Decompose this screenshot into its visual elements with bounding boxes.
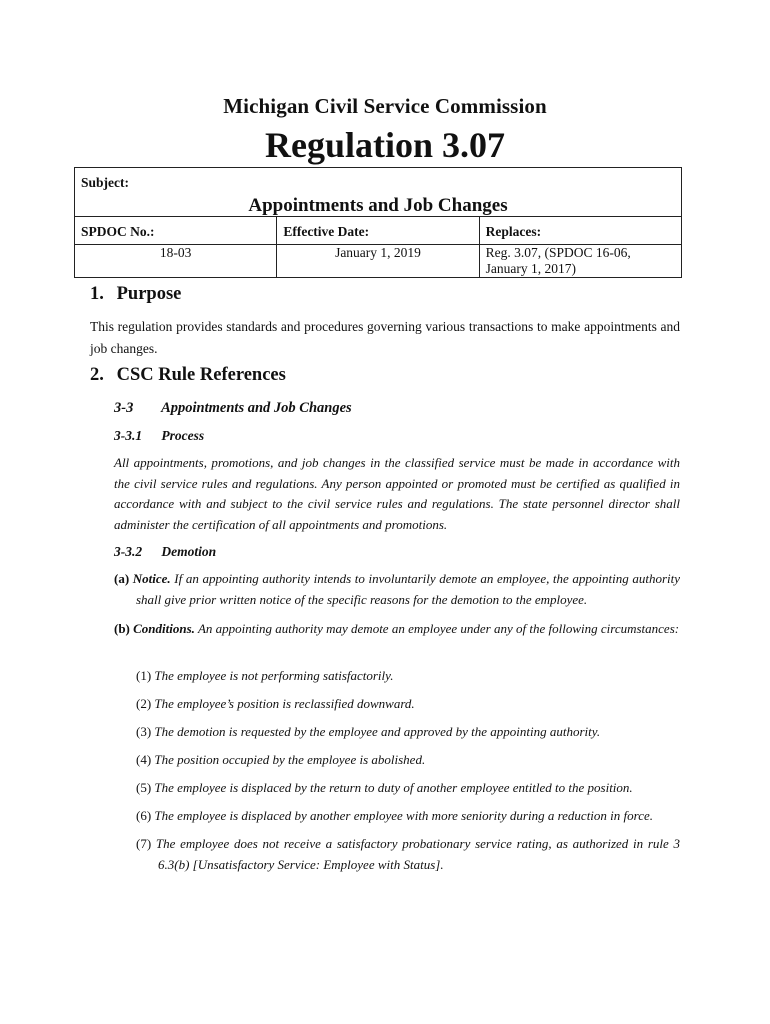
effective-date-value: January 1, 2019: [277, 245, 479, 278]
rule-title: Demotion: [161, 544, 217, 559]
spdoc-value: 18-03: [75, 245, 277, 278]
item-text: The demotion is requested by the employee and approved by the appointing authority.: [154, 724, 601, 739]
item-number: (7): [136, 836, 152, 851]
regulation-title: Regulation 3.07: [264, 125, 505, 165]
demotion-conditions-paragraph: [114, 619, 680, 640]
item-text: The employee’s position is reclassified downward.: [154, 696, 415, 711]
subject-label: Subject:: [81, 175, 129, 190]
section-title: Purpose: [116, 284, 182, 304]
demotion-notice-paragraph: [114, 569, 680, 610]
rule-number: 3-3: [114, 400, 134, 416]
rule-title: Appointments and Job Changes: [161, 400, 352, 416]
subject-title: Appointments and Job Changes: [248, 195, 508, 216]
section-purpose-heading: [90, 284, 181, 305]
condition-item: [136, 722, 680, 743]
rule-3-3-heading: [114, 400, 352, 417]
item-title: Notice.: [132, 571, 171, 586]
item-label: (b): [114, 621, 130, 636]
section-number: 2.: [90, 365, 104, 385]
process-text: All appointments, promotions, and job changes in the classified service must be made in accordance with the civil service rules and regulations. Any person appointed or promoted must be certified as qualified in accordance with and subject to the civil service rules and regulations. The state personnel director shall administer the certification of all appointments and promotions.: [114, 455, 680, 532]
rule-demotion-heading: [114, 544, 216, 560]
condition-item: [136, 806, 680, 827]
spdoc-label: SPDOC No.:: [75, 217, 277, 245]
replaces-label: Replaces:: [479, 217, 681, 245]
item-number: (3): [136, 724, 152, 739]
item-title: Conditions.: [133, 621, 195, 636]
item-text: The employee is displaced by another employee with more seniority during a reduction in force.: [154, 808, 654, 823]
rule-process-heading: [114, 428, 204, 444]
subject-cell: [75, 168, 682, 217]
rule-title: Process: [161, 428, 205, 443]
purpose-text: This regulation provides standards and procedures governing various transactions to make appointments and job changes.: [90, 319, 680, 356]
section-number: 1.: [90, 284, 104, 304]
condition-item: [136, 750, 680, 771]
item-number: (2): [136, 696, 152, 711]
section-references-heading: [90, 365, 286, 386]
item-number: (4): [136, 752, 152, 767]
replaces-value: Reg. 3.07, (SPDOC 16-06, January 1, 2017): [479, 245, 681, 278]
item-text: An appointing authority may demote an employee under any of the following circumstances:: [197, 621, 680, 636]
condition-item: [136, 666, 680, 687]
effective-date-label: Effective Date:: [277, 217, 479, 245]
item-text: The employee is not performing satisfactorily.: [154, 668, 394, 683]
item-text: The position occupied by the employee is abolished.: [154, 752, 426, 767]
item-text: The employee does not receive a satisfactory probationary service rating, as authorized in rule 3 6.3(b) [Unsatisfactory Service: Employee with Status].: [155, 836, 681, 872]
item-text: If an appointing authority intends to involuntarily demote an employee, the appointing authority shall give prior written notice of the specific reasons for the demotion to the employee.: [136, 571, 681, 607]
commission-name: Michigan Civil Service Commission: [223, 94, 547, 118]
item-number: (5): [136, 780, 152, 795]
regulation-info-table: [74, 167, 682, 278]
condition-item: [136, 694, 680, 715]
rule-number: 3-3.1: [114, 428, 143, 443]
item-text: The employee is displaced by the return to duty of another employee entitled to the position.: [154, 780, 633, 795]
item-label: (a): [114, 571, 130, 586]
rule-number: 3-3.2: [114, 544, 143, 559]
item-number: (1): [136, 668, 152, 683]
condition-item: [136, 834, 680, 875]
condition-item: [136, 778, 680, 799]
item-number: (6): [136, 808, 152, 823]
section-title: CSC Rule References: [116, 365, 286, 385]
